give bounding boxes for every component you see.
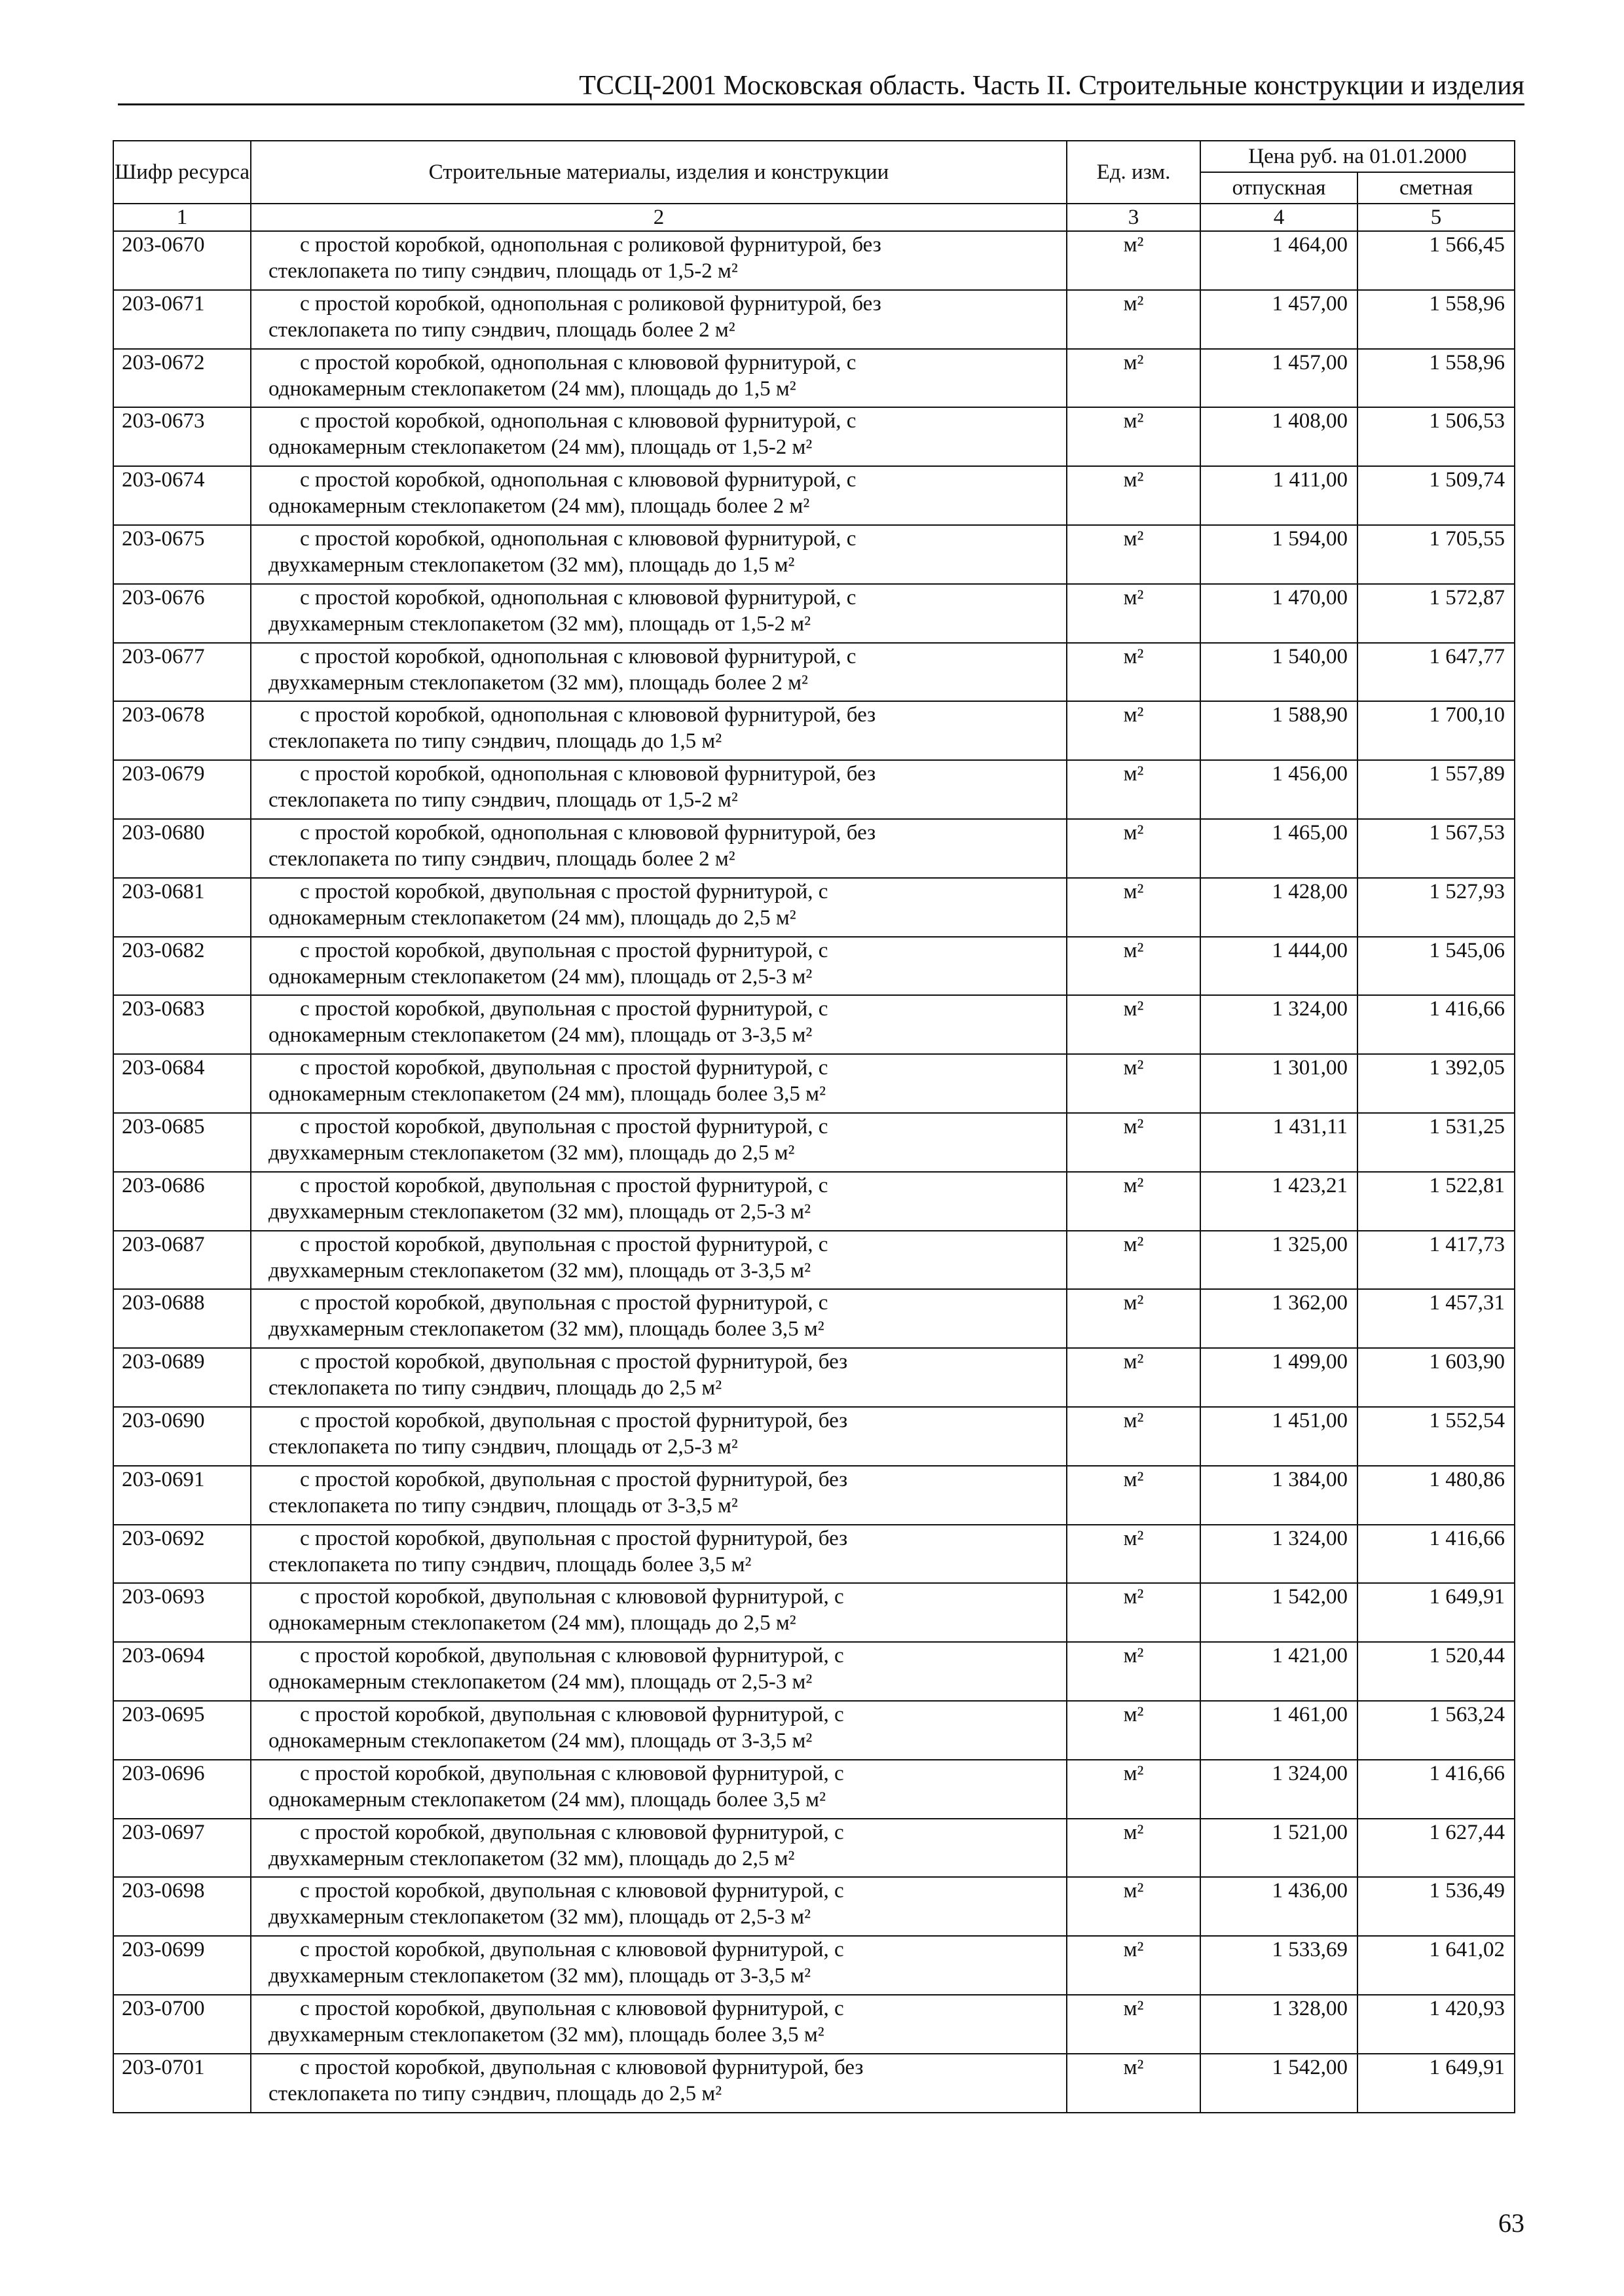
resource-code-cell: 203-0676 xyxy=(113,584,251,643)
description-line: с простой коробкой, двупольная с клювовой фурнитурой, с xyxy=(300,1585,844,1609)
column-header-name: Строительные материалы, изделия и конструкции xyxy=(251,141,1067,204)
resource-code-cell: 203-0682 xyxy=(113,937,251,996)
resource-code-cell: 203-0690 xyxy=(113,1407,251,1466)
table-row xyxy=(113,231,1515,290)
release-price-cell: 1 431,11 xyxy=(1200,1113,1357,1172)
description-line: с простой коробкой, двупольная с простой фурнитурой, с xyxy=(300,938,828,962)
resource-code-cell: 203-0680 xyxy=(113,819,251,878)
page-header-title: ТССЦ-2001 Московская область. Часть II. Строительные конструкции и изделия xyxy=(579,71,1524,101)
description-line: двухкамерным стеклопакетом (32 мм), площадь до 1,5 м² xyxy=(268,553,795,577)
estimate-price-cell: 1 566,45 xyxy=(1357,231,1515,290)
description-line: стеклопакета по типу сэндвич, площадь от 1,5-2 м² xyxy=(268,259,738,283)
estimate-price-cell: 1 520,44 xyxy=(1357,1642,1515,1701)
table-row xyxy=(113,995,1515,1054)
unit-cell: м² xyxy=(1067,1113,1200,1172)
table-row xyxy=(113,525,1515,584)
table-body xyxy=(113,231,1515,2113)
estimate-price-cell: 1 527,93 xyxy=(1357,878,1515,937)
description-line: с простой коробкой, двупольная с простой фурнитурой, без xyxy=(300,1350,848,1374)
material-description-cell xyxy=(251,1760,1067,1819)
material-description-cell xyxy=(251,1289,1067,1348)
material-description-cell xyxy=(251,760,1067,819)
resource-code-cell: 203-0675 xyxy=(113,525,251,584)
column-header-code: Шифр ресурса xyxy=(113,141,251,204)
description-line: однокамерным стеклопакетом (24 мм), площадь от 2,5-3 м² xyxy=(268,1670,813,1694)
release-price-cell: 1 301,00 xyxy=(1200,1054,1357,1113)
description-line: с простой коробкой, однопольная с клювовой фурнитурой, с xyxy=(300,644,857,668)
table-row xyxy=(113,584,1515,643)
table-row xyxy=(113,1819,1515,1878)
resource-code-cell: 203-0670 xyxy=(113,231,251,290)
table-row xyxy=(113,1995,1515,2054)
release-price-cell: 1 324,00 xyxy=(1200,995,1357,1054)
unit-cell: м² xyxy=(1067,290,1200,349)
material-description-cell xyxy=(251,1113,1067,1172)
description-line: с простой коробкой, двупольная с клювовой фурнитурой, без xyxy=(300,2055,864,2079)
unit-cell: м² xyxy=(1067,1348,1200,1407)
resource-code-cell: 203-0699 xyxy=(113,1936,251,1995)
description-line: однокамерным стеклопакетом (24 мм), площадь более 2 м² xyxy=(268,494,810,519)
unit-cell: м² xyxy=(1067,1701,1200,1760)
table-row xyxy=(113,1289,1515,1348)
column-number: 4 xyxy=(1200,204,1357,231)
table-row xyxy=(113,1407,1515,1466)
estimate-price-cell: 1 557,89 xyxy=(1357,760,1515,819)
description-line: с простой коробкой, однопольная с клювовой фурнитурой, с xyxy=(300,585,857,610)
unit-cell: м² xyxy=(1067,1936,1200,1995)
unit-cell: м² xyxy=(1067,1583,1200,1642)
estimate-price-cell: 1 641,02 xyxy=(1357,1936,1515,1995)
resource-code-cell: 203-0672 xyxy=(113,349,251,408)
table-row xyxy=(113,1877,1515,1936)
description-line: однокамерным стеклопакетом (24 мм), площадь до 2,5 м² xyxy=(268,1611,796,1635)
unit-cell: м² xyxy=(1067,1054,1200,1113)
description-line: с простой коробкой, двупольная с простой фурнитурой, с xyxy=(300,879,828,903)
material-description-cell xyxy=(251,349,1067,408)
table-row xyxy=(113,1642,1515,1701)
unit-cell: м² xyxy=(1067,1231,1200,1290)
unit-cell: м² xyxy=(1067,819,1200,878)
table-row xyxy=(113,1231,1515,1290)
unit-cell: м² xyxy=(1067,760,1200,819)
resource-code-cell: 203-0673 xyxy=(113,407,251,466)
estimate-price-cell: 1 647,77 xyxy=(1357,643,1515,702)
resource-code-cell: 203-0671 xyxy=(113,290,251,349)
estimate-price-cell: 1 552,54 xyxy=(1357,1407,1515,1466)
description-line: с простой коробкой, двупольная с клювовой фурнитурой, с xyxy=(300,1644,844,1668)
unit-cell: м² xyxy=(1067,878,1200,937)
material-description-cell xyxy=(251,466,1067,525)
description-line: двухкамерным стеклопакетом (32 мм), площадь от 2,5-3 м² xyxy=(268,1905,811,1929)
material-description-cell xyxy=(251,584,1067,643)
description-line: с простой коробкой, двупольная с простой фурнитурой, без xyxy=(300,1467,848,1491)
estimate-price-cell: 1 705,55 xyxy=(1357,525,1515,584)
description-line: с простой коробкой, однопольная с клювовой фурнитурой, с xyxy=(300,409,857,433)
unit-cell: м² xyxy=(1067,1407,1200,1466)
description-line: с простой коробкой, двупольная с простой фурнитурой, без xyxy=(300,1526,848,1550)
column-number: 1 xyxy=(113,204,251,231)
estimate-price-cell: 1 567,53 xyxy=(1357,819,1515,878)
estimate-price-cell: 1 506,53 xyxy=(1357,407,1515,466)
material-description-cell xyxy=(251,643,1067,702)
estimate-price-cell: 1 509,74 xyxy=(1357,466,1515,525)
material-description-cell xyxy=(251,937,1067,996)
description-line: двухкамерным стеклопакетом (32 мм), площадь от 1,5-2 м² xyxy=(268,611,811,636)
release-price-cell: 1 423,21 xyxy=(1200,1172,1357,1231)
resource-code-cell: 203-0678 xyxy=(113,701,251,760)
column-header-unit: Ед. изм. xyxy=(1067,141,1200,204)
resource-code-cell: 203-0686 xyxy=(113,1172,251,1231)
material-description-cell xyxy=(251,1466,1067,1525)
estimate-price-cell: 1 649,91 xyxy=(1357,1583,1515,1642)
release-price-cell: 1 428,00 xyxy=(1200,878,1357,937)
estimate-price-cell: 1 480,86 xyxy=(1357,1466,1515,1525)
description-line: с простой коробкой, двупольная с клювовой фурнитурой, с xyxy=(300,1996,844,2020)
unit-cell: м² xyxy=(1067,525,1200,584)
material-description-cell xyxy=(251,1936,1067,1995)
column-header-price-group: Цена руб. на 01.01.2000 xyxy=(1200,141,1515,172)
release-price-cell: 1 465,00 xyxy=(1200,819,1357,878)
release-price-cell: 1 457,00 xyxy=(1200,349,1357,408)
description-line: двухкамерным стеклопакетом (32 мм), площадь более 3,5 м² xyxy=(268,2022,824,2047)
page-number: 63 xyxy=(1498,2208,1524,2238)
description-line: однокамерным стеклопакетом (24 мм), площадь от 3-3,5 м² xyxy=(268,1728,813,1753)
material-description-cell xyxy=(251,231,1067,290)
description-line: стеклопакета по типу сэндвич, площадь более 2 м² xyxy=(268,847,735,871)
release-price-cell: 1 408,00 xyxy=(1200,407,1357,466)
material-description-cell xyxy=(251,1995,1067,2054)
table-row xyxy=(113,466,1515,525)
description-line: однокамерным стеклопакетом (24 мм), площадь более 3,5 м² xyxy=(268,1787,826,1812)
resource-code-cell: 203-0691 xyxy=(113,1466,251,1525)
release-price-cell: 1 411,00 xyxy=(1200,466,1357,525)
material-description-cell xyxy=(251,701,1067,760)
release-price-cell: 1 324,00 xyxy=(1200,1760,1357,1819)
description-line: двухкамерным стеклопакетом (32 мм), площадь от 3-3,5 м² xyxy=(268,1258,811,1283)
description-line: с простой коробкой, двупольная с клювовой фурнитурой, с xyxy=(300,1761,844,1785)
table-row xyxy=(113,1054,1515,1113)
description-line: с простой коробкой, однопольная с роликовой фурнитурой, без xyxy=(300,233,881,257)
description-line: двухкамерным стеклопакетом (32 мм), площадь от 3-3,5 м² xyxy=(268,1964,811,1988)
release-price-cell: 1 328,00 xyxy=(1200,1995,1357,2054)
description-line: однокамерным стеклопакетом (24 мм), площадь до 2,5 м² xyxy=(268,905,796,930)
resource-code-cell: 203-0697 xyxy=(113,1819,251,1878)
description-line: с простой коробкой, двупольная с простой фурнитурой, с xyxy=(300,997,828,1021)
column-number: 2 xyxy=(251,204,1067,231)
material-description-cell xyxy=(251,1172,1067,1231)
description-line: с простой коробкой, однопольная с клювовой фурнитурой, с xyxy=(300,350,857,374)
unit-cell: м² xyxy=(1067,1819,1200,1878)
description-line: однокамерным стеклопакетом (24 мм), площадь до 1,5 м² xyxy=(268,376,796,401)
column-number-row xyxy=(113,204,1515,231)
resource-code-cell: 203-0687 xyxy=(113,1231,251,1290)
description-line: с простой коробкой, однопольная с клювовой фурнитурой, без xyxy=(300,703,876,727)
description-line: стеклопакета по типу сэндвич, площадь более 2 м² xyxy=(268,318,735,342)
description-line: стеклопакета по типу сэндвич, площадь от 3-3,5 м² xyxy=(268,1493,738,1518)
table-row xyxy=(113,1466,1515,1525)
estimate-price-cell: 1 649,91 xyxy=(1357,2054,1515,2113)
resource-code-cell: 203-0674 xyxy=(113,466,251,525)
resource-code-cell: 203-0683 xyxy=(113,995,251,1054)
material-description-cell xyxy=(251,525,1067,584)
description-line: с простой коробкой, однопольная с клювовой фурнитурой, без xyxy=(300,762,876,786)
description-line: двухкамерным стеклопакетом (32 мм), площадь до 2,5 м² xyxy=(268,1140,795,1165)
unit-cell: м² xyxy=(1067,1525,1200,1584)
material-description-cell xyxy=(251,1231,1067,1290)
description-line: с простой коробкой, двупольная с простой фурнитурой, без xyxy=(300,1408,848,1432)
unit-cell: м² xyxy=(1067,937,1200,996)
table-header xyxy=(113,141,1515,231)
unit-cell: м² xyxy=(1067,643,1200,702)
estimate-price-cell: 1 457,31 xyxy=(1357,1289,1515,1348)
estimate-price-cell: 1 420,93 xyxy=(1357,1995,1515,2054)
unit-cell: м² xyxy=(1067,1995,1200,2054)
material-description-cell xyxy=(251,878,1067,937)
release-price-cell: 1 384,00 xyxy=(1200,1466,1357,1525)
material-description-cell xyxy=(251,1877,1067,1936)
release-price-cell: 1 464,00 xyxy=(1200,231,1357,290)
description-line: стеклопакета по типу сэндвич, площадь от 1,5-2 м² xyxy=(268,788,738,812)
material-description-cell xyxy=(251,1525,1067,1584)
column-header-estimate-price: сметная xyxy=(1357,172,1515,204)
table-row xyxy=(113,1583,1515,1642)
estimate-price-cell: 1 416,66 xyxy=(1357,1525,1515,1584)
table-row xyxy=(113,760,1515,819)
estimate-price-cell: 1 572,87 xyxy=(1357,584,1515,643)
unit-cell: м² xyxy=(1067,701,1200,760)
description-line: стеклопакета по типу сэндвич, площадь до 1,5 м² xyxy=(268,729,722,754)
description-line: стеклопакета по типу сэндвич, площадь до 2,5 м² xyxy=(268,2081,722,2105)
estimate-price-cell: 1 416,66 xyxy=(1357,1760,1515,1819)
unit-cell: м² xyxy=(1067,1642,1200,1701)
table-row xyxy=(113,643,1515,702)
release-price-cell: 1 499,00 xyxy=(1200,1348,1357,1407)
release-price-cell: 1 456,00 xyxy=(1200,760,1357,819)
resource-code-cell: 203-0689 xyxy=(113,1348,251,1407)
release-price-cell: 1 451,00 xyxy=(1200,1407,1357,1466)
estimate-price-cell: 1 392,05 xyxy=(1357,1054,1515,1113)
price-table xyxy=(113,140,1515,2113)
unit-cell: м² xyxy=(1067,1289,1200,1348)
unit-cell: м² xyxy=(1067,466,1200,525)
release-price-cell: 1 457,00 xyxy=(1200,290,1357,349)
resource-code-cell: 203-0688 xyxy=(113,1289,251,1348)
release-price-cell: 1 542,00 xyxy=(1200,1583,1357,1642)
release-price-cell: 1 436,00 xyxy=(1200,1877,1357,1936)
estimate-price-cell: 1 545,06 xyxy=(1357,937,1515,996)
description-line: однокамерным стеклопакетом (24 мм), площадь более 3,5 м² xyxy=(268,1082,826,1106)
material-description-cell xyxy=(251,290,1067,349)
table-row xyxy=(113,1348,1515,1407)
description-line: с простой коробкой, двупольная с простой фурнитурой, с xyxy=(300,1114,828,1139)
unit-cell: м² xyxy=(1067,349,1200,408)
description-line: с простой коробкой, двупольная с клювовой фурнитурой, с xyxy=(300,1938,844,1962)
resource-code-cell: 203-0695 xyxy=(113,1701,251,1760)
resource-code-cell: 203-0679 xyxy=(113,760,251,819)
table-row xyxy=(113,1172,1515,1231)
table-row xyxy=(113,1760,1515,1819)
unit-cell: м² xyxy=(1067,231,1200,290)
description-line: стеклопакета по типу сэндвич, площадь более 3,5 м² xyxy=(268,1552,752,1576)
description-line: с простой коробкой, двупольная с клювовой фурнитурой, с xyxy=(300,1879,844,1903)
column-number: 5 xyxy=(1357,204,1515,231)
unit-cell: м² xyxy=(1067,1760,1200,1819)
material-description-cell xyxy=(251,2054,1067,2113)
release-price-cell: 1 470,00 xyxy=(1200,584,1357,643)
material-description-cell xyxy=(251,407,1067,466)
resource-code-cell: 203-0698 xyxy=(113,1877,251,1936)
estimate-price-cell: 1 627,44 xyxy=(1357,1819,1515,1878)
table-row xyxy=(113,1525,1515,1584)
description-line: стеклопакета по типу сэндвич, площадь до 2,5 м² xyxy=(268,1376,722,1400)
description-line: стеклопакета по типу сэндвич, площадь от 2,5-3 м² xyxy=(268,1434,738,1459)
table-row xyxy=(113,1701,1515,1760)
material-description-cell xyxy=(251,1701,1067,1760)
estimate-price-cell: 1 522,81 xyxy=(1357,1172,1515,1231)
material-description-cell xyxy=(251,1819,1067,1878)
estimate-price-cell: 1 563,24 xyxy=(1357,1701,1515,1760)
description-line: двухкамерным стеклопакетом (32 мм), площадь до 2,5 м² xyxy=(268,1846,795,1870)
release-price-cell: 1 588,90 xyxy=(1200,701,1357,760)
material-description-cell xyxy=(251,1583,1067,1642)
unit-cell: м² xyxy=(1067,2054,1200,2113)
table-row xyxy=(113,701,1515,760)
unit-cell: м² xyxy=(1067,995,1200,1054)
table-row xyxy=(113,937,1515,996)
description-line: с простой коробкой, двупольная с простой фурнитурой, с xyxy=(300,1173,828,1197)
description-line: однокамерным стеклопакетом (24 мм), площадь от 1,5-2 м² xyxy=(268,435,813,460)
table-row xyxy=(113,2054,1515,2113)
release-price-cell: 1 324,00 xyxy=(1200,1525,1357,1584)
resource-code-cell: 203-0700 xyxy=(113,1995,251,2054)
resource-code-cell: 203-0693 xyxy=(113,1583,251,1642)
material-description-cell xyxy=(251,995,1067,1054)
estimate-price-cell: 1 416,66 xyxy=(1357,995,1515,1054)
release-price-cell: 1 444,00 xyxy=(1200,937,1357,996)
description-line: с простой коробкой, двупольная с простой фурнитурой, с xyxy=(300,1056,828,1080)
description-line: однокамерным стеклопакетом (24 мм), площадь от 3-3,5 м² xyxy=(268,1023,813,1048)
resource-code-cell: 203-0681 xyxy=(113,878,251,937)
column-header-release-price: отпускная xyxy=(1200,172,1357,204)
description-line: с простой коробкой, двупольная с простой фурнитурой, с xyxy=(300,1232,828,1256)
description-line: двухкамерным стеклопакетом (32 мм), площадь от 2,5-3 м² xyxy=(268,1199,811,1224)
estimate-price-cell: 1 558,96 xyxy=(1357,349,1515,408)
estimate-price-cell: 1 417,73 xyxy=(1357,1231,1515,1290)
description-line: однокамерным стеклопакетом (24 мм), площадь от 2,5-3 м² xyxy=(268,964,813,989)
release-price-cell: 1 325,00 xyxy=(1200,1231,1357,1290)
description-line: двухкамерным стеклопакетом (32 мм), площадь более 3,5 м² xyxy=(268,1317,824,1341)
description-line: двухкамерным стеклопакетом (32 мм), площадь более 2 м² xyxy=(268,670,808,695)
header-divider xyxy=(118,103,1524,105)
table-row xyxy=(113,290,1515,349)
release-price-cell: 1 540,00 xyxy=(1200,643,1357,702)
resource-code-cell: 203-0696 xyxy=(113,1760,251,1819)
estimate-price-cell: 1 700,10 xyxy=(1357,701,1515,760)
unit-cell: м² xyxy=(1067,1466,1200,1525)
material-description-cell xyxy=(251,1642,1067,1701)
estimate-price-cell: 1 603,90 xyxy=(1357,1348,1515,1407)
unit-cell: м² xyxy=(1067,1172,1200,1231)
description-line: с простой коробкой, однопольная с роликовой фурнитурой, без xyxy=(300,291,881,316)
release-price-cell: 1 542,00 xyxy=(1200,2054,1357,2113)
table-row xyxy=(113,878,1515,937)
release-price-cell: 1 594,00 xyxy=(1200,525,1357,584)
resource-code-cell: 203-0694 xyxy=(113,1642,251,1701)
description-line: с простой коробкой, двупольная с клювовой фурнитурой, с xyxy=(300,1702,844,1726)
material-description-cell xyxy=(251,1348,1067,1407)
table-row xyxy=(113,819,1515,878)
unit-cell: м² xyxy=(1067,584,1200,643)
description-line: с простой коробкой, однопольная с клювовой фурнитурой, без xyxy=(300,820,876,845)
release-price-cell: 1 521,00 xyxy=(1200,1819,1357,1878)
material-description-cell xyxy=(251,1054,1067,1113)
release-price-cell: 1 533,69 xyxy=(1200,1936,1357,1995)
resource-code-cell: 203-0677 xyxy=(113,643,251,702)
table-row xyxy=(113,1113,1515,1172)
release-price-cell: 1 362,00 xyxy=(1200,1289,1357,1348)
resource-code-cell: 203-0685 xyxy=(113,1113,251,1172)
estimate-price-cell: 1 536,49 xyxy=(1357,1877,1515,1936)
unit-cell: м² xyxy=(1067,1877,1200,1936)
estimate-price-cell: 1 558,96 xyxy=(1357,290,1515,349)
table-row xyxy=(113,349,1515,408)
unit-cell: м² xyxy=(1067,407,1200,466)
column-number: 3 xyxy=(1067,204,1200,231)
estimate-price-cell: 1 531,25 xyxy=(1357,1113,1515,1172)
description-line: с простой коробкой, двупольная с простой фурнитурой, с xyxy=(300,1291,828,1315)
description-line: с простой коробкой, однопольная с клювовой фурнитурой, с xyxy=(300,526,857,551)
table-row xyxy=(113,407,1515,466)
material-description-cell xyxy=(251,819,1067,878)
description-line: с простой коробкой, однопольная с клювовой фурнитурой, с xyxy=(300,468,857,492)
release-price-cell: 1 461,00 xyxy=(1200,1701,1357,1760)
material-description-cell xyxy=(251,1407,1067,1466)
resource-code-cell: 203-0692 xyxy=(113,1525,251,1584)
release-price-cell: 1 421,00 xyxy=(1200,1642,1357,1701)
description-line: с простой коробкой, двупольная с клювовой фурнитурой, с xyxy=(300,1820,844,1844)
resource-code-cell: 203-0684 xyxy=(113,1054,251,1113)
table-row xyxy=(113,1936,1515,1995)
resource-code-cell: 203-0701 xyxy=(113,2054,251,2113)
